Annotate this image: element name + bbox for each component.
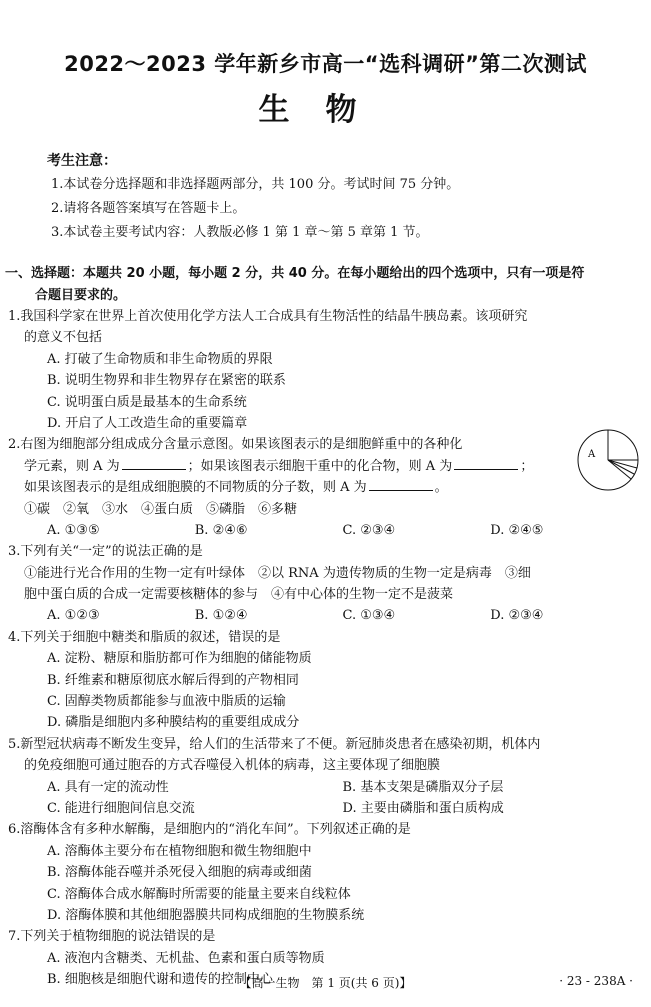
question-body xyxy=(8,306,638,991)
option-a: A. ①③⑤ xyxy=(47,522,100,538)
option-d: D. 磷脂是细胞内多种膜结构的重要组成成分 xyxy=(47,715,300,731)
question-stem: 3.下列有关“一定”的说法正确的是 xyxy=(8,544,203,560)
question-1 xyxy=(8,306,638,434)
option-b: B. 溶酶体能吞噬并杀死侵入细胞的病毒或细菌 xyxy=(47,865,312,881)
option-a: A. 液泡内含糖类、无机盐、色素和蛋白质等物质 xyxy=(47,950,325,966)
pie-divider xyxy=(608,460,634,474)
option-c: C. 固醇类物质都能参与血液中脂质的运输 xyxy=(47,694,286,710)
question-stem: 学元素，则 A 为 ；如果该图表示细胞干重中的化合物，则 A 为 ； xyxy=(8,456,638,477)
question-stem: 6.溶酶体含有多种水解酶，是细胞内的“消化车间”。下列叙述正确的是 xyxy=(8,822,411,838)
notice-heading: 考生注意： xyxy=(47,153,117,169)
question-stem: 2.右图为细胞部分组成成分含量示意图。如果该图表示的是细胞鲜重中的各种化 xyxy=(8,437,463,453)
question-stem: 1.我国科学家在世界上首次使用化学方法人工合成具有生物活性的结晶牛胰岛素。该项研究 xyxy=(8,309,528,324)
option-a: A. 淀粉、糖原和脂肪都可作为细胞的储能物质 xyxy=(47,651,312,667)
question-stem: ①能进行光合作用的生物一定有叶绿体 ②以 RNA 为遗传物质的生物一定是病毒 ③细 xyxy=(24,565,531,581)
question-6 xyxy=(8,819,638,926)
option-b: B. 纤维素和糖原彻底水解后得到的产物相同 xyxy=(47,672,299,688)
options-row xyxy=(8,798,638,819)
question-4 xyxy=(8,627,638,734)
option-d: D. 主要由磷脂和蛋白质构成 xyxy=(342,800,504,816)
options-row xyxy=(8,605,638,626)
option-c: C. ①③④ xyxy=(342,608,396,624)
question-stem: 的免疫细胞可通过胞吞的方式吞噬侵入机体的病毒，这主要体现了细胞膜 xyxy=(24,758,441,774)
question-stem: 的意义不包括 xyxy=(24,330,103,346)
answer-blank xyxy=(122,456,186,470)
answer-blank xyxy=(454,456,518,470)
option-d: D. 溶酶体膜和其他细胞器膜共同构成细胞的生物膜系统 xyxy=(47,907,365,923)
subject-title: 生物 xyxy=(258,92,393,128)
option-a: A. 溶酶体主要分布在植物细胞和微生物细胞中 xyxy=(47,843,312,859)
option-d: D. ②④⑤ xyxy=(490,522,544,538)
notice-item: 2.请将各题答案填写在答题卡上。 xyxy=(51,201,246,216)
option-b: B. 说明生物界和非生物界存在紧密的联系 xyxy=(47,373,286,389)
question-stem: 4.下列关于细胞中糖类和脂质的叙述，错误的是 xyxy=(8,629,281,645)
option-b: B. 细胞核是细胞代谢和遗传的控制中心 xyxy=(47,972,273,988)
section-heading-line: 一、选择题：本题共 20 小题，每小题 2 分，共 40 分。在每小题给出的四个选项中，只有一项是符 xyxy=(5,266,585,281)
option-c: C. 溶酶体合成水解酶时所需要的能量主要来自线粒体 xyxy=(47,886,351,902)
option-c: C. ②③④ xyxy=(342,522,396,538)
question-stem: 如果该图表示的是组成细胞膜的不同物质的分子数，则 A 为 。 xyxy=(8,477,638,498)
option-d: D. 开启了人工改造生命的重要篇章 xyxy=(47,415,248,431)
option-a: A. 具有一定的流动性 xyxy=(47,779,169,795)
question-3 xyxy=(8,541,638,627)
section-heading-line: 合题目要求的。 xyxy=(35,288,127,303)
exam-code: · 23 - 238A · xyxy=(559,974,633,988)
option-c: C. 说明蛋白质是最基本的生命系统 xyxy=(47,394,247,410)
pie-label-a: A xyxy=(588,449,596,460)
option-b: B. ①②④ xyxy=(194,608,248,624)
section-heading xyxy=(5,263,635,307)
question-choices-list: ①碳 ②氧 ③水 ④蛋白质 ⑤磷脂 ⑥多糖 xyxy=(24,501,298,517)
option-a: A. 打破了生命物质和非生命物质的界限 xyxy=(47,351,273,367)
question-stem: 胞中蛋白质的合成一定需要核糖体的参与 ④有中心体的生物一定不是菠菜 xyxy=(24,587,454,603)
options-row xyxy=(8,777,638,798)
question-2 xyxy=(8,434,638,541)
option-b: B. 基本支架是磷脂双分子层 xyxy=(342,779,504,795)
question-stem: 5.新型冠状病毒不断发生变异，给人们的生活带来了不便。新冠肺炎患者在感染初期，机体内 xyxy=(8,736,541,752)
notice-item: 1.本试卷分选择题和非选择题两部分，共 100 分。考试时间 75 分钟。 xyxy=(51,177,460,192)
option-b: B. ②④⑥ xyxy=(194,522,248,538)
notice-item: 3.本试卷主要考试内容：人教版必修 1 第 1 章～第 5 章第 1 节。 xyxy=(51,225,429,240)
options-row xyxy=(8,520,638,541)
page-number: 【高一生物 第 1 页(共 6 页)】 xyxy=(239,976,412,990)
question-stem: 7.下列关于植物细胞的说法错误的是 xyxy=(8,929,216,945)
exam-title: 2022～2023 学年新乡市高一“选科调研”第二次测试 xyxy=(64,52,587,76)
notice-list xyxy=(51,173,459,245)
option-a: A. ①②③ xyxy=(47,608,100,624)
composition-pie-diagram xyxy=(576,428,640,492)
answer-blank xyxy=(369,477,433,491)
option-c: C. 能进行细胞间信息交流 xyxy=(47,800,195,816)
question-5 xyxy=(8,734,638,820)
option-d: D. ②③④ xyxy=(490,608,544,624)
